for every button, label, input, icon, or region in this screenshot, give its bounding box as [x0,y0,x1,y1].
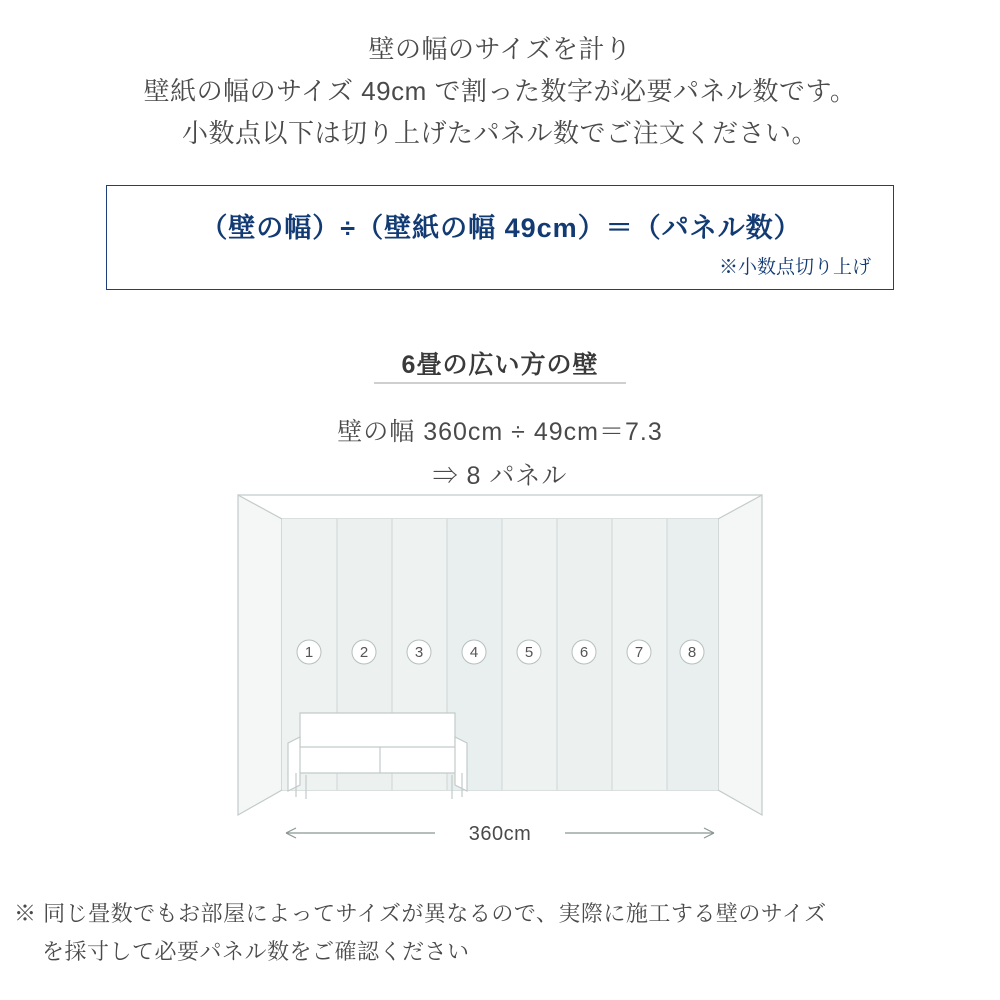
formula-box [106,185,894,290]
panel-label-3: 3 [414,644,424,661]
panel-label-6: 6 [579,644,589,661]
panel-label-4: 4 [469,644,479,661]
formula-note: ※小数点切り上げ [718,257,871,278]
footnote-line-2: を採寸して必要パネル数をご確認ください [42,939,470,964]
footnote-block [14,895,994,971]
formula-expression: （壁の幅）÷（壁紙の幅 49cm）＝（パネル数） [200,213,802,243]
panel-label-1: 1 [304,644,314,661]
section-title: 6畳の広い方の壁 [401,351,599,379]
calc-line-2: ⇒ 8 パネル [432,462,568,490]
footnote-line-1: ※ 同じ畳数でもお部屋によってサイズが異なるので、実際に施工する壁のサイズ [14,901,827,926]
width-dimension-label: 360cm [468,823,532,845]
intro-line-3: 小数点以下は切り上げたパネル数でご注文ください。 [181,118,818,148]
panel-label-2: 2 [359,644,369,661]
intro-text-block [0,28,1000,154]
panel-label-7: 7 [634,644,644,661]
intro-line-2: 壁紙の幅のサイズ 49cm で割った数字が必要パネル数です。 [143,76,857,106]
intro-line-1: 壁の幅のサイズを計り [368,34,632,64]
panel-label-5: 5 [524,644,534,661]
room-diagram [230,485,770,865]
calc-line-1: 壁の幅 360cm ÷ 49cm＝7.3 [337,418,663,446]
section-title-underline [374,382,626,384]
panel-label-8: 8 [687,644,697,661]
